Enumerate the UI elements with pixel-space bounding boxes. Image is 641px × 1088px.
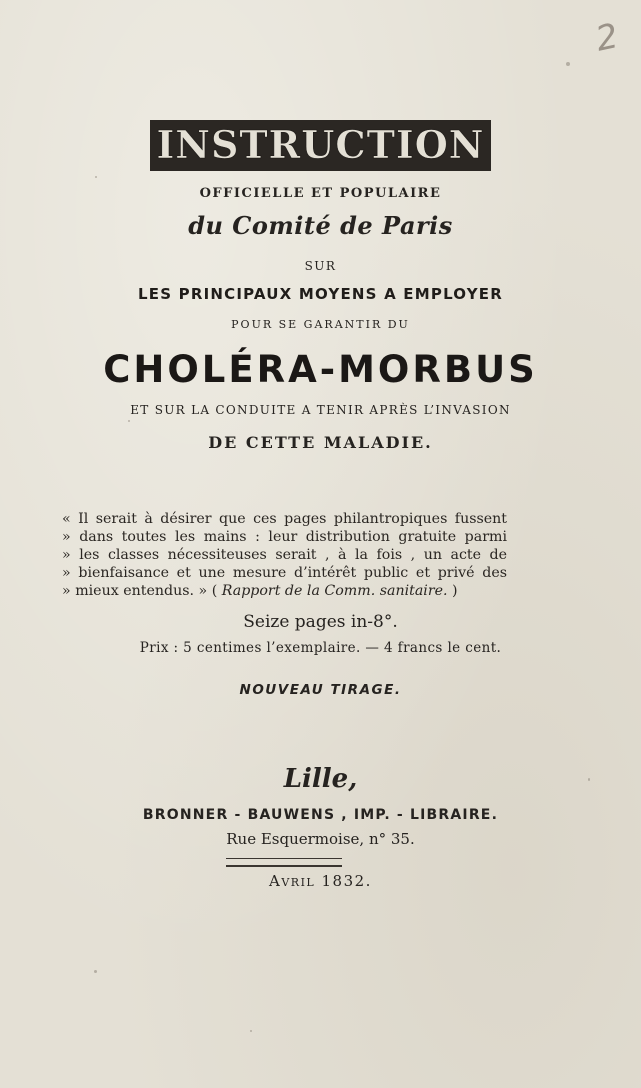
edition-label: NOUVEAU TIRAGE.	[239, 682, 402, 698]
quote-line-1: « Il serait à désirer que ces pages philantropiques fussent	[62, 511, 507, 527]
price-line: Prix : 5 centimes l’exemplaire. — 4 francs le cent.	[139, 640, 502, 656]
quote-line-3: » les classes nécessiteuses serait , à la fois , un acte de	[62, 547, 507, 563]
printer-name: BRONNER - BAUWENS , IMP. - LIBRAIRE.	[142, 807, 499, 823]
quote-line-2: » dans toutes les mains : leur distribution gratuite parmi	[62, 529, 507, 545]
paper-speck	[95, 176, 97, 178]
quote-line-5-pre: » mieux entendus. » (	[62, 583, 222, 599]
subtitle-committee: du Comité de Paris	[188, 211, 453, 240]
quote-line-5	[62, 582, 507, 600]
shelfmark-number: 2	[592, 16, 622, 60]
city-name: Lille,	[283, 764, 358, 794]
quote-source: Rapport de la Comm. sanitaire.	[221, 583, 448, 599]
paper-speck	[588, 778, 590, 781]
quote-line-5-post: )	[447, 583, 458, 599]
divider-rule	[226, 858, 342, 867]
quote-line-4: » bienfaisance et une mesure d’intérêt public et privé des	[62, 565, 507, 581]
conduite-line: ET SUR LA CONDUITE A TENIR APRÈS L’INVASION	[130, 403, 511, 417]
main-title-text: INSTRUCTION	[150, 120, 490, 171]
maladie-line: DE CETTE MALADIE.	[208, 433, 433, 452]
printer-address: Rue Esquermoise, n° 35.	[226, 830, 415, 848]
paper-speck	[94, 970, 97, 973]
sur-label: SUR	[304, 259, 337, 273]
pour-label: POUR SE GARANTIR DU	[231, 318, 410, 331]
subtitle-official: OFFICIELLE ET POPULAIRE	[199, 186, 442, 201]
cholera-heading: CHOLÉRA-MORBUS	[103, 348, 538, 391]
pages-count: Seize pages in-8°.	[243, 612, 398, 632]
principaux-heading: LES PRINCIPAUX MOYENS A EMPLOYER	[138, 285, 503, 303]
epigraph-quote	[62, 510, 507, 600]
paper-speck	[566, 62, 570, 66]
publication-date: Avril 1832.	[269, 872, 372, 890]
paper-speck	[128, 420, 130, 422]
paper-speck	[250, 1030, 252, 1032]
main-title	[0, 120, 641, 171]
